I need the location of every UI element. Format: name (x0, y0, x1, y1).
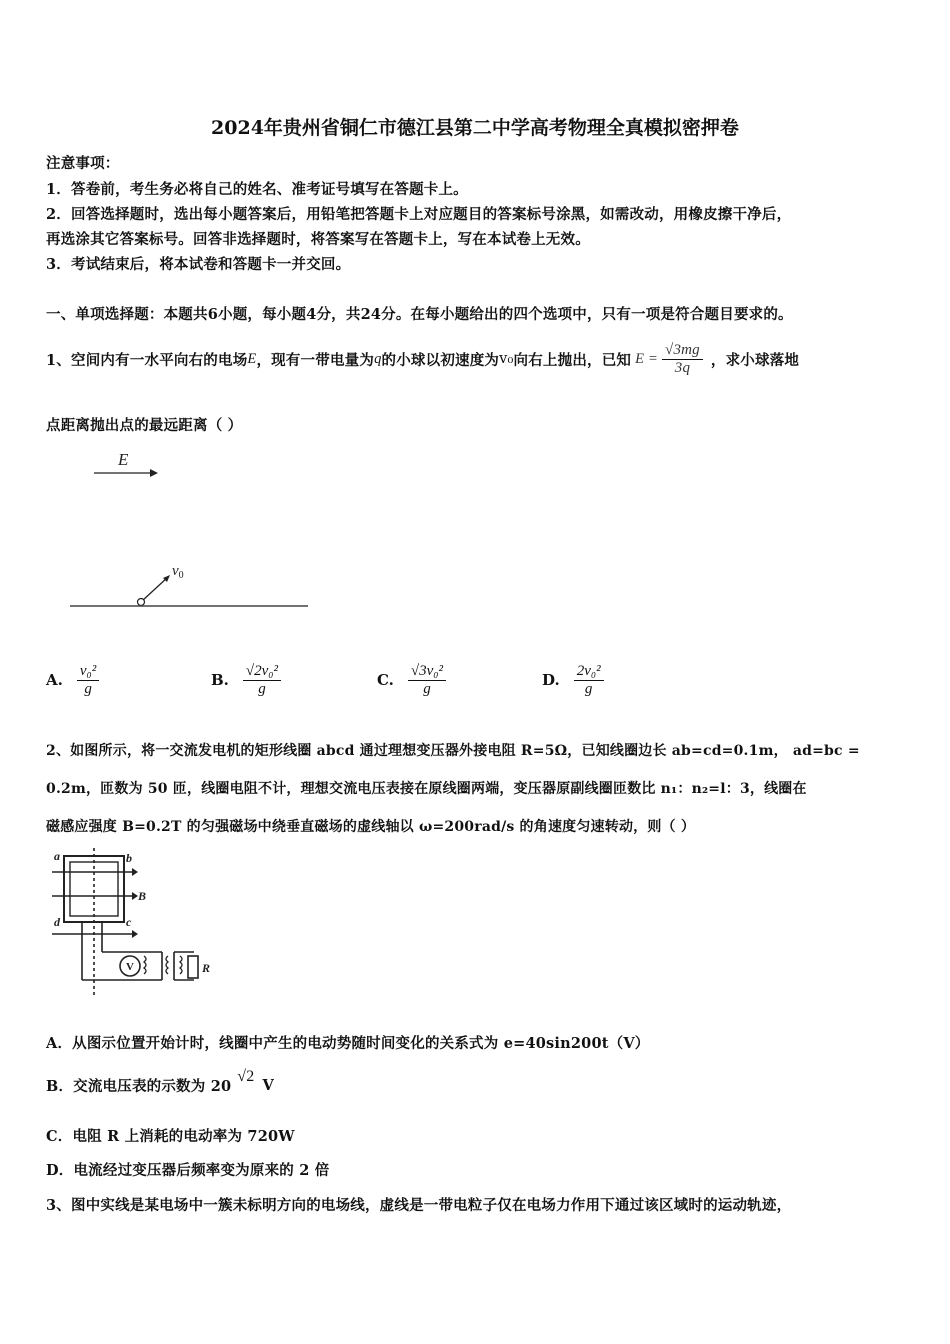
option-label: B. (211, 671, 229, 689)
q1-formula-lhs: E = (635, 350, 659, 367)
section-heading: 一、单项选择题：本题共6小题，每小题4分，共24分。在每小题给出的四个选项中，只有一项是符合题目要求的。 (46, 306, 793, 323)
q1-stem-part: 1、空间内有一水平向右的电场 (46, 351, 248, 369)
option-den: g (84, 680, 92, 697)
notice-item: 1．答卷前，考生务必将自己的姓名、准考证号填写在答题卡上。 (46, 181, 468, 198)
question-2-line3: 磁感应强度 B=0.2T 的匀强磁场中绕垂直磁场的虚线轴以 ω=200rad/s 的角速度匀速转动，则（ ） (46, 819, 696, 835)
q1-symbol-E: E (247, 350, 257, 367)
option-label: C. (377, 671, 394, 689)
option-num: v₀² (77, 663, 99, 681)
option-label: A. (46, 671, 63, 689)
q1-formula-den: 3q (674, 359, 691, 376)
ball (138, 599, 145, 606)
coil-outer (64, 856, 124, 922)
label-c: c (126, 915, 132, 929)
notice-item: 再选涂其它答案标号。回答非选择题时，将答案写在答题卡上，写在本试卷上无效。 (46, 231, 590, 248)
option-num: √2v₀² (243, 663, 281, 681)
q2-option-c[interactable]: C．电阻 R 上消耗的电动率为 720W (46, 1128, 295, 1145)
transformer-primary (166, 956, 168, 974)
question-1-stem (46, 339, 799, 379)
option-num: √3v₀² (408, 663, 446, 681)
velocity-v: v (172, 563, 179, 579)
question-3-line1: 3、图中实线是某电场中一簇未标明方向的电场线，虚线是一带电粒子仅在电场力作用下通过该区域时的运动轨迹， (46, 1197, 792, 1214)
option-num: 2v₀² (574, 663, 604, 681)
label-d: d (54, 915, 60, 929)
page-title: 2024年贵州省铜仁市德江县第二中学高考物理全真模拟密押卷 (211, 117, 739, 139)
option-den: g (258, 680, 266, 697)
label-a: a (54, 849, 60, 863)
option-fraction (243, 663, 281, 698)
question-1-stem-line2: 点距离抛出点的最远距离（ ） (46, 417, 243, 434)
q1-option-d[interactable] (542, 655, 604, 705)
coil-symbol (144, 956, 146, 974)
label-b: b (126, 851, 132, 865)
coil-inner (70, 862, 118, 916)
option-fraction (574, 663, 604, 698)
question-2-line1: 2、如图所示，将一交流发电机的矩形线圈 abcd 通过理想变压器外接电阻 R=5Ω，已知线圈边长 ab=cd=0.1m， ad=bc = (46, 743, 860, 759)
label-B: B (138, 889, 147, 903)
field-arrow-head (132, 930, 138, 938)
option-fraction (77, 663, 99, 698)
option-den: g (584, 680, 593, 697)
q1-formula-fraction (662, 342, 703, 377)
q1-formula-num: √3mg (662, 342, 703, 360)
q1-symbol-q: q (374, 350, 382, 367)
option-den: g (423, 680, 431, 697)
q2-option-b[interactable] (46, 1068, 274, 1102)
notice-heading: 注意事项： (46, 155, 120, 172)
q2-option-b-sqrt: √2 (237, 1068, 255, 1085)
field-E-label: E (118, 450, 129, 469)
q2-option-b-text: B．交流电压表的示数为 20 (46, 1077, 232, 1095)
q1-stem-part: 向右上抛出，已知 (513, 351, 632, 369)
label-V: V (126, 961, 134, 973)
velocity-label (172, 563, 184, 581)
q1-option-b[interactable] (211, 655, 281, 705)
q1-symbol-v0: v₀ (499, 351, 514, 367)
q1-stem-part: 的小球以初速度为 (381, 351, 500, 369)
option-fraction (408, 663, 446, 698)
notice-item: 3．考试结束后，将本试卷和答题卡一并交回。 (46, 256, 351, 273)
velocity-sub: 0 (178, 570, 184, 581)
q1-figure (60, 445, 320, 615)
q2-figure (44, 848, 224, 998)
field-arrow-head (150, 469, 158, 477)
field-arrow-head (132, 868, 138, 876)
question-2-line2: 0.2m，匝数为 50 匝，线圈电阻不计，理想交流电压表接在原线圈两端，变压器原副线圈匝数比 n₁：n₂=l：3，线圈在 (46, 781, 807, 797)
q1-option-a[interactable] (46, 655, 99, 705)
q1-stem-part: ，现有一带电量为 (256, 351, 375, 369)
resistor (188, 956, 198, 978)
velocity-arrow-line (142, 577, 168, 601)
transformer-secondary (180, 956, 182, 974)
q1-option-c[interactable] (377, 655, 446, 705)
q1-stem-part: ，求小球落地 (710, 351, 800, 369)
q2-option-b-unit: V (262, 1076, 274, 1094)
q2-option-a[interactable]: A．从图示位置开始计时，线圈中产生的电动势随时间变化的关系式为 e=40sin200t（V） (46, 1035, 650, 1052)
notice-item: 2．回答选择题时，选出每小题答案后，用铅笔把答题卡上对应题目的答案标号涂黑，如需改动，用橡皮擦干净后， (46, 206, 792, 223)
option-label: D. (542, 671, 560, 689)
label-R: R (202, 961, 211, 975)
q2-option-d[interactable]: D．电流经过变压器后频率变为原来的 2 倍 (46, 1162, 330, 1179)
